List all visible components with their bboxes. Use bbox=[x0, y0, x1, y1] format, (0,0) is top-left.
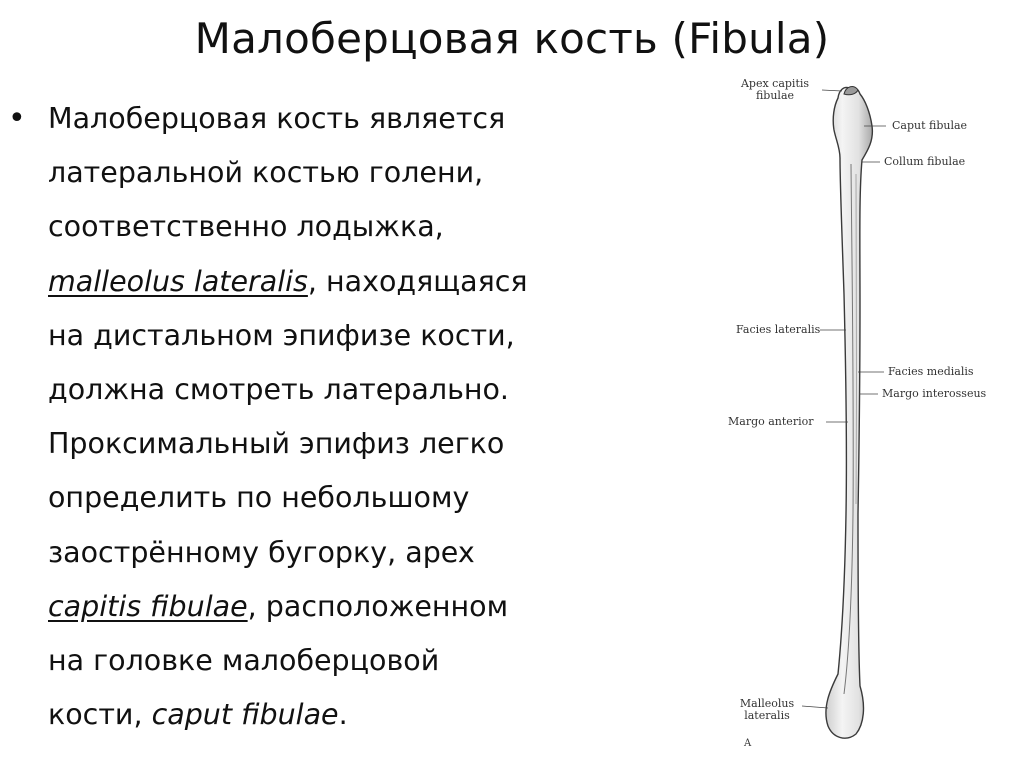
label-caput-fibulae: Caput fibulae bbox=[892, 119, 968, 132]
text-line-2: латеральной костью голени, bbox=[48, 156, 484, 190]
label-margo-anterior: Margo anterior bbox=[728, 415, 814, 428]
term-caput-fibulae: caput fibulae bbox=[151, 698, 339, 732]
text-line-11: на головке малоберцовой bbox=[48, 644, 440, 678]
text-line-5: на дистальном эпифизе кости, bbox=[48, 318, 515, 352]
label-facies-lateralis: Facies lateralis bbox=[736, 323, 821, 336]
fibula-illustration bbox=[718, 74, 1024, 767]
text-line-7: Проксимальный эпифиз легко bbox=[48, 427, 505, 461]
text-line-10-rest: , расположенном bbox=[247, 589, 509, 623]
text-line-8: определить по небольшому bbox=[48, 481, 470, 515]
figure-letter-label: A bbox=[744, 738, 752, 749]
text-line-12-end: . bbox=[338, 698, 348, 732]
label-margo-interosseus: Margo interosseus bbox=[882, 387, 987, 400]
label-apex-line-1: Apex capitis bbox=[740, 77, 810, 90]
text-line-9: заострённому бугорку, apex bbox=[48, 535, 475, 569]
text-line-1: Малоберцовая кость является bbox=[48, 102, 506, 135]
bullet-text bbox=[48, 92, 688, 742]
term-capitis-fibulae: capitis fibulae bbox=[48, 589, 248, 623]
label-facies-medialis: Facies medialis bbox=[888, 365, 974, 378]
slide-title: Малоберцовая кость (Fibula) bbox=[194, 14, 830, 63]
term-malleolus-lateralis: malleolus lateralis bbox=[48, 264, 308, 298]
text-line-4-rest: , находящаяся bbox=[307, 264, 528, 298]
label-apex-capitis-fibulae bbox=[732, 78, 818, 102]
text-line-10 bbox=[48, 580, 688, 634]
label-malleolus-lateralis bbox=[734, 698, 800, 722]
text-line-12 bbox=[48, 688, 688, 742]
label-collum-fibulae: Collum fibulae bbox=[884, 155, 966, 168]
text-line-12-start: кости, bbox=[48, 698, 152, 732]
text-line-4 bbox=[48, 255, 688, 309]
label-apex-line-2: fibulae bbox=[755, 89, 795, 102]
label-malleolus-line-2: lateralis bbox=[744, 709, 790, 722]
bullet-paragraph bbox=[8, 92, 688, 742]
label-malleolus-line-1: Malleolus bbox=[739, 697, 795, 710]
bullet-marker: • bbox=[8, 101, 26, 136]
text-line-3: соответственно лодыжка, bbox=[48, 210, 444, 244]
text-line-6: должна смотреть латерально. bbox=[48, 373, 509, 407]
